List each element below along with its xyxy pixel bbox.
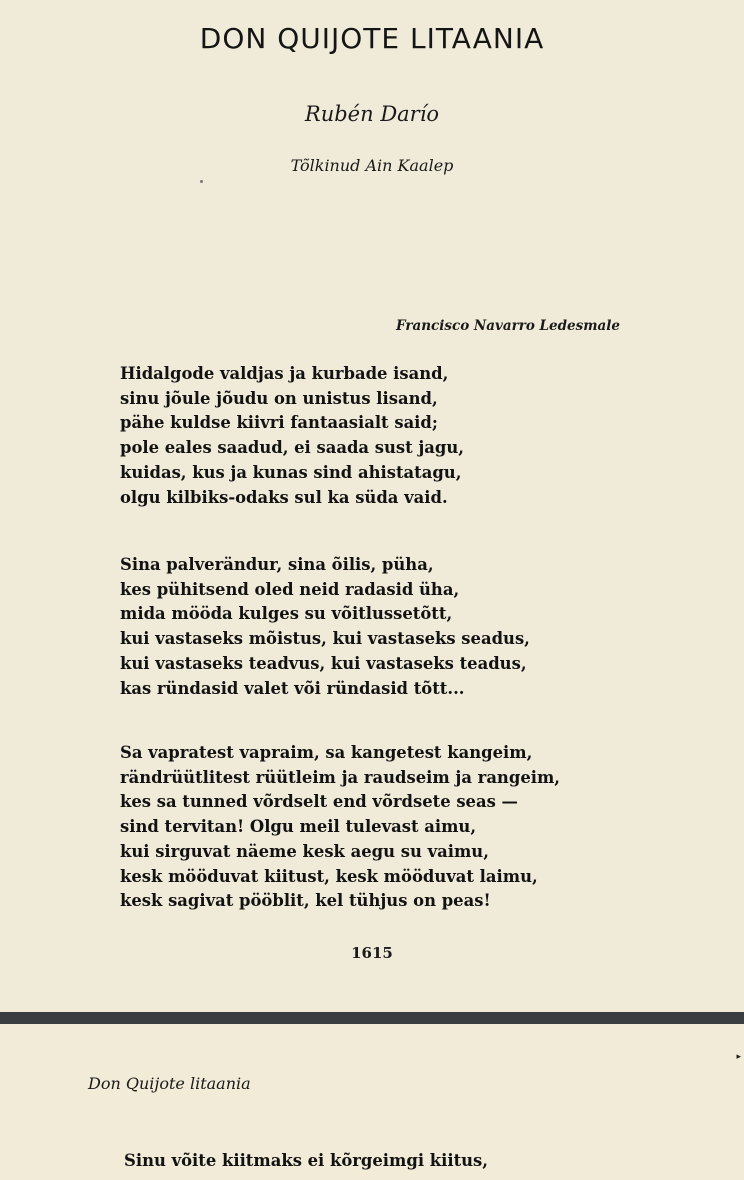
translator-credit: Tõlkinud Ain Kaalep: [290, 156, 454, 175]
verse-line: kui vastaseks teadvus, kui vastaseks teadus,: [120, 653, 527, 673]
verse-line: Hidalgode valdjas ja kurbade isand,: [120, 364, 449, 383]
verse-line: pähe kuldse kiivri fantaasialt said;: [120, 413, 438, 433]
verse-line: Sinu võite kiitmaks ei kõrgeimgi kiitus,: [124, 1151, 488, 1170]
verse-line: kas ründasid valet või ründasid tõtt...: [120, 678, 465, 698]
verse-line: kuidas, kus ja kunas sind ahistatagu,: [120, 462, 462, 482]
verse-line: kes sa tunned võrdselt end võrdsete seas —: [120, 792, 518, 812]
stanza-1: [120, 362, 464, 510]
verse-line: Sa vapratest vapraim, sa kangetest kangeim,: [120, 743, 533, 762]
verse-line: kui sirguvat näeme kesk aegu su vaimu,: [120, 841, 489, 861]
verse-line: olgu kilbiks-odaks sul ka süda vaid.: [120, 487, 448, 507]
verse-line: kes pühitsend oled neid radasid üha,: [120, 579, 460, 599]
print-speck: [200, 180, 203, 183]
verse-line: kesk mööduvat kiitust, kesk mööduvat laimu,: [120, 866, 538, 886]
verse-line: mida mööda kulges su võitlussetõtt,: [120, 604, 453, 624]
page-2: [0, 1024, 744, 1180]
author-name: Rubén Darío: [304, 102, 440, 126]
page-number: 1615: [351, 944, 393, 962]
verse-line: Sina palverändur, sina õilis, püha,: [120, 555, 434, 574]
verse-line: kui vastaseks mõistus, kui vastaseks seadus,: [120, 629, 530, 649]
verse-line: rändrüütlitest rüütleim ja raudseim ja rangeim,: [120, 767, 561, 787]
page-separator: [0, 1012, 744, 1024]
running-head: Don Quijote litaania: [88, 1074, 251, 1093]
stanza-3: [120, 741, 560, 914]
verse-line: sinu jõule jõudu on unistus lisand,: [120, 388, 438, 408]
dedication: Francisco Navarro Ledesmale: [396, 318, 620, 334]
poem-title: DON QUIJOTE LITAANIA: [199, 22, 545, 55]
verse-line: pole eales saadud, ei saada sust jagu,: [120, 438, 465, 458]
verse-line: sind tervitan! Olgu meil tulevast aimu,: [120, 817, 477, 837]
edge-arrow-icon: ▸: [736, 1052, 741, 1062]
stanza-2: [120, 553, 530, 701]
verse-line: kesk sagivat pööblit, kel tühjus on peas!: [120, 891, 491, 911]
